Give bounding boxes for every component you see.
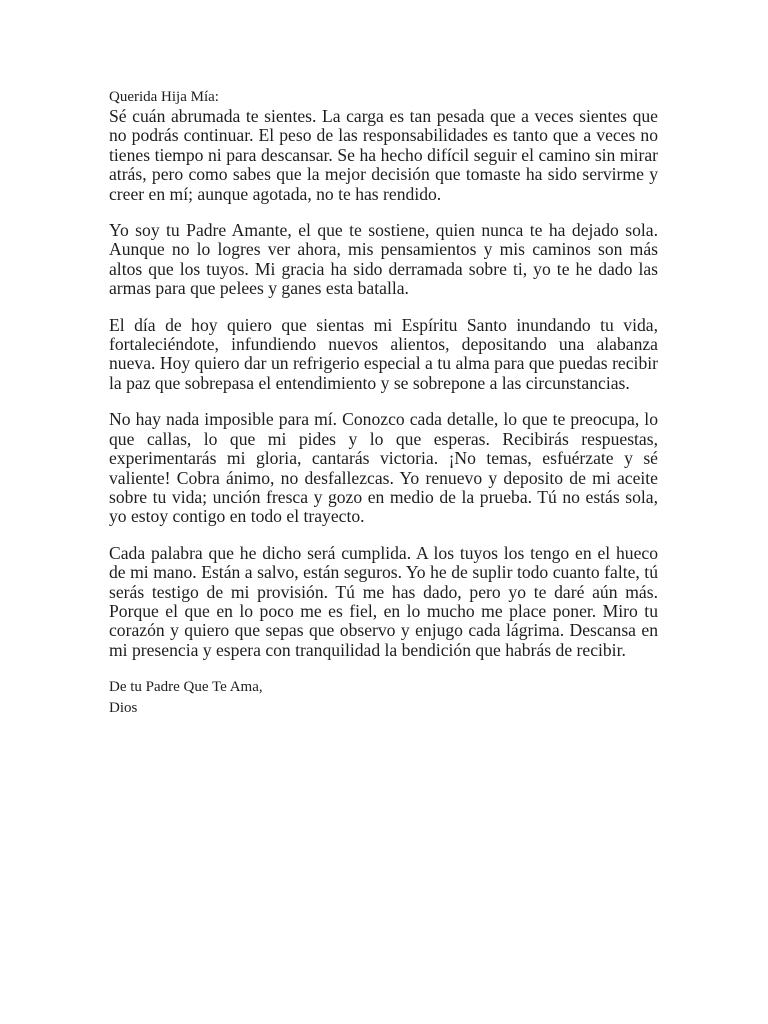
- letter-salutation: Querida Hija Mía:: [109, 89, 219, 105]
- letter-body: [109, 88, 658, 719]
- letter-paragraph-5: Cada palabra que he dicho será cumplida. A los tuyos los tengo en el hueco de mi mano. Están a salvo, están seguros. Yo he de suplir todo cuanto falte, tú serás testigo de mi provisión. Tú me has dado, pero yo te daré aún más. Porque el que en lo poco me es fiel, en lo mucho me place poner. Miro tu corazón y quiero que sepas que observo y enjugo cada lágrima. Descansa en mi presencia y espera con tranquilidad la bendición que habrás de recibir.: [109, 542, 658, 660]
- letter-paragraph-4: No hay nada imposible para mí. Conozco cada detalle, lo que te preocupa, lo que callas, lo que mi pides y lo que esperas. Recibirás respuestas, experimentarás mi gloria, cantarás victoria. ¡No temas, esfuérzate y sé valiente! Cobra ánimo, no desfallezcas. Yo renuevo y deposito de mi aceite sobre tu vida; unción fresca y gozo en medio de la prueba. Tú no estás sola, yo estoy contigo en todo el trayecto.: [109, 409, 658, 527]
- letter-paragraph-2: Yo soy tu Padre Amante, el que te sostiene, quien nunca te ha dejado sola. Aunque no lo logres ver ahora, mis pensamientos y mis caminos son más altos que los tuyos. Mi gracia ha sido derramada sobre ti, yo te he dado las armas para que pelees y ganes esta batalla.: [109, 220, 658, 299]
- letter-signature: Dios: [109, 700, 138, 717]
- letter-closing: De tu Padre Que Te Ama,: [109, 679, 263, 696]
- letter-paragraph-1: Sé cuán abrumada te sientes. La carga es tan pesada que a veces sientes que no podrás continuar. El peso de las responsabilidades es tanto que a veces no tienes tiempo ni para descansar. Se ha hecho difícil seguir el camino sin mirar atrás, pero como sabes que la mejor decisión que tomaste ha sido servirme y creer en mí; aunque agotada, no te has rendido.: [109, 106, 658, 204]
- letter-paragraph-3: El día de hoy quiero que sientas mi Espíritu Santo inundando tu vida, fortaleciéndote, infundiendo nuevos alientos, depositando una alabanza nueva. Hoy quiero dar un refrigerio especial a tu alma para que puedas recibir la paz que sobrepasa el entendimiento y se sobrepone a las circunstancias.: [109, 314, 658, 393]
